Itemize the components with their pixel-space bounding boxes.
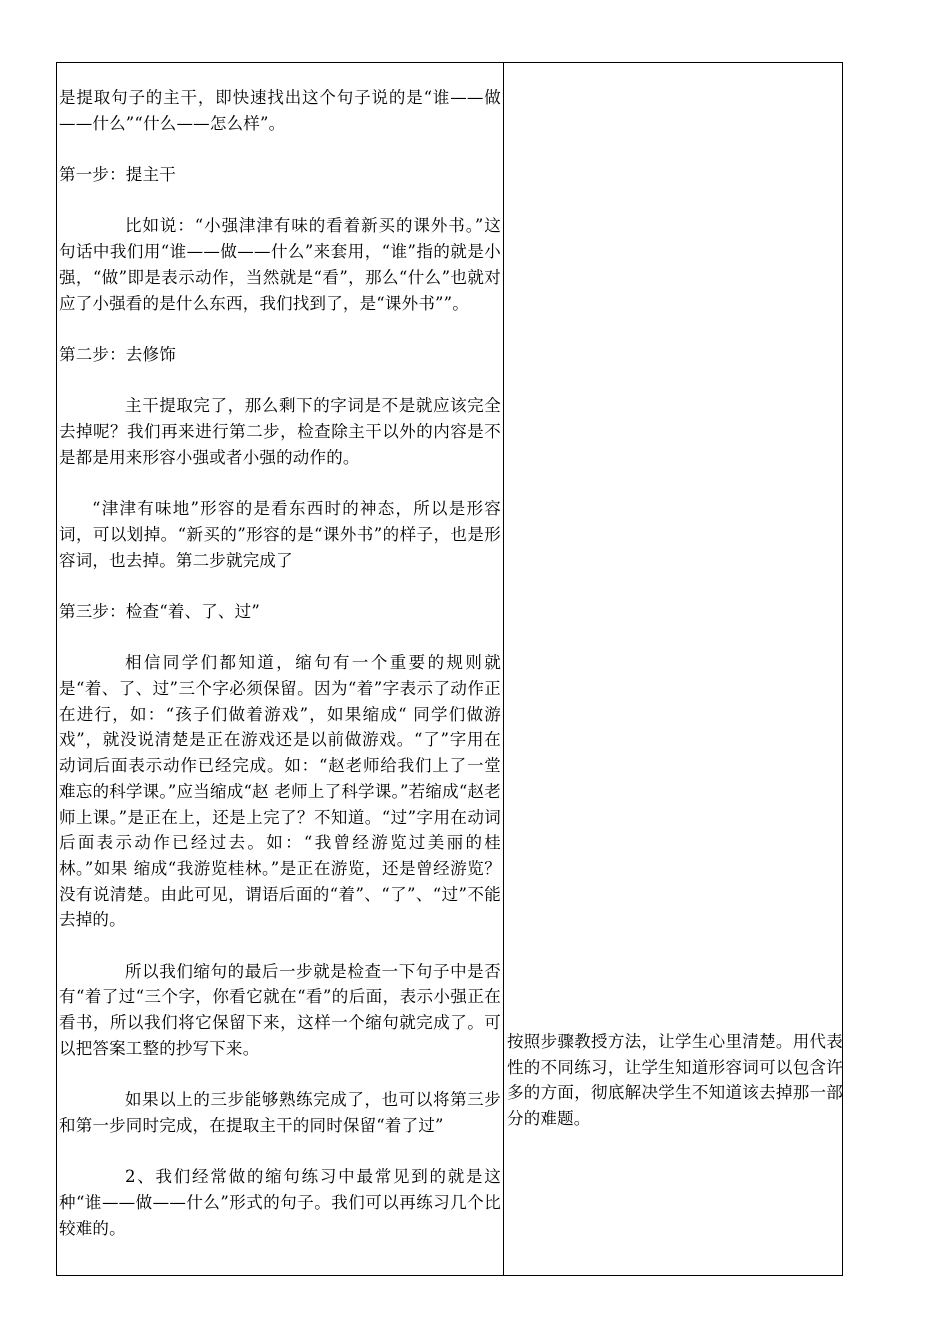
design-intent-note: 按照步骤教授方法，让学生心里清楚。用代表性的不同练习，让学生知道形容词可以包含许多的方面，彻底解决学生不知道该去掉那一部分的难题。 [507,1032,843,1129]
intro-paragraph: 是提取句子的主干，即快速找出这个句子说的是“谁——做——什么”“什么——怎么样”。 [59,88,501,133]
column-divider [503,63,504,1275]
step3-heading: 第三步：检查“着、了、过” [59,601,260,621]
step2-paragraph-1: 主干提取完了，那么剩下的字词是不是就应该完全去掉呢？我们再来进行第二步，检查除主干以外的内容是不是都是用来形容小强或者小强的动作的。 [59,396,501,467]
item2-paragraph: 2、我们经常做的缩句练习中最常见到的就是这种“谁——做——什么”形式的句子。我们可以再练习几个比较难的。 [59,1167,501,1238]
step1-heading: 第一步：提主干 [59,165,176,185]
step3-paragraph-1: 相信同学们都知道，缩句有一个重要的规则就是“着、了、过”三个字必须保留。因为“着”字表示了动作正在进行，如：“孩子们做着游戏”，如果缩成“ 同学们做游戏”，就没说清楚是正在游戏还是以前做游戏。“了”字用在动词后面表示动作已经完成。如：“赵老师给我们上了一堂难忘的科学课。”应当缩成“赵 老师上了科学课。”若缩成“赵老师上课。”是正在上，还是上完了？不知道。“过”字用在动词后面表示动作已经过去。如：“我曾经游览过美丽的桂林。”如果 缩成“我游览桂林。”是正在游览，还是曾经游览？没有说清楚。由此可见，谓语后面的“着”、“了”、“过”不能去掉的。 [59,653,501,930]
step3-paragraph-2: 所以我们缩句的最后一步就是检查一下句子中是否有“着了过“三个字，你看它就在“看”的后面，表示小强正在看书，所以我们将它保留下来，这样一个缩句就完成了。可以把答案工整的抄写下来。 [59,961,501,1058]
step1-paragraph: 比如说：“小强津津有味的看着新买的课外书。”这句话中我们用“谁——做——什么”来套用，“谁”指的就是小强，“做”即是表示动作，当然就是“看”，那么“什么”也就对应了小强看的是什么东西，我们找到了，是“课外书””。 [59,216,501,313]
teaching-content-column [59,85,501,1241]
design-intent-column [507,1029,843,1132]
step2-heading: 第二步：去修饰 [59,344,176,364]
step2-paragraph-2: “津津有味地”形容的是看东西时的神态，所以是形容词，可以划掉。“新买的”形容的是“课外书”的样子，也是形容词，也去掉。第二步就完成了 [59,499,501,570]
step3-paragraph-3: 如果以上的三步能够熟练完成了，也可以将第三步和第一步同时完成，在提取主干的同时保留“着了过” [59,1090,501,1135]
lesson-table [56,62,843,1276]
